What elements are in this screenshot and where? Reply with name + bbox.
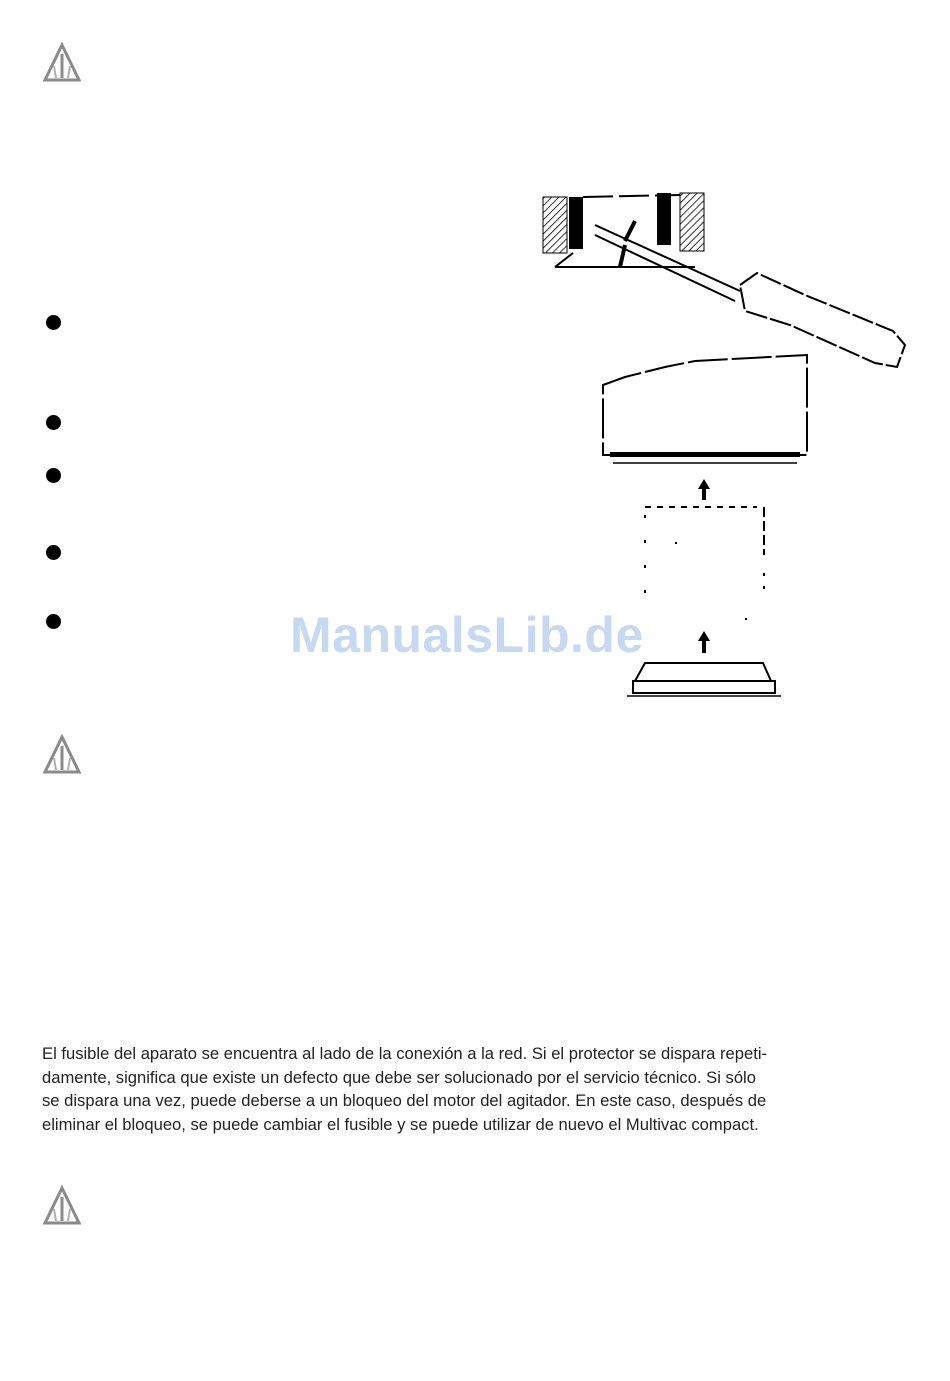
paragraph-line: se dispara una vez, puede deberse a un bloqueo del motor del agitador. En este caso, después de [42,1091,767,1110]
bullet-dot [46,614,61,629]
filter-cylinder-outline [645,507,764,619]
paragraph-line: damente, significa que existe un defecto que debe ser solucionado por el servicio técnico. Si sólo [42,1067,756,1087]
up-arrow-icon [698,631,710,653]
base-plate [627,663,781,696]
warning-triangle-icon [42,1185,82,1227]
bullet-dot [46,315,61,330]
bullet-dot [46,545,61,560]
up-arrow-icon [698,479,710,500]
lid-part [543,193,704,267]
fuse-paragraph [42,1042,904,1136]
screwdriver [595,225,905,367]
warning-triangle-icon [42,42,82,84]
watermark: ManualsLib.de [290,607,644,663]
housing-block [603,355,807,463]
paragraph-line: eliminar el bloqueo, se puede cambiar el fusible y se puede utilizar de nuevo el Multivac compact. [42,1114,759,1134]
warning-triangle-icon [42,734,82,776]
bullet-dot [46,468,61,483]
bullet-dot [46,415,61,430]
paragraph-line: El fusible del aparato se encuentra al lado de la conexión a la red. Si el protector se dispara repeti- [42,1044,768,1063]
